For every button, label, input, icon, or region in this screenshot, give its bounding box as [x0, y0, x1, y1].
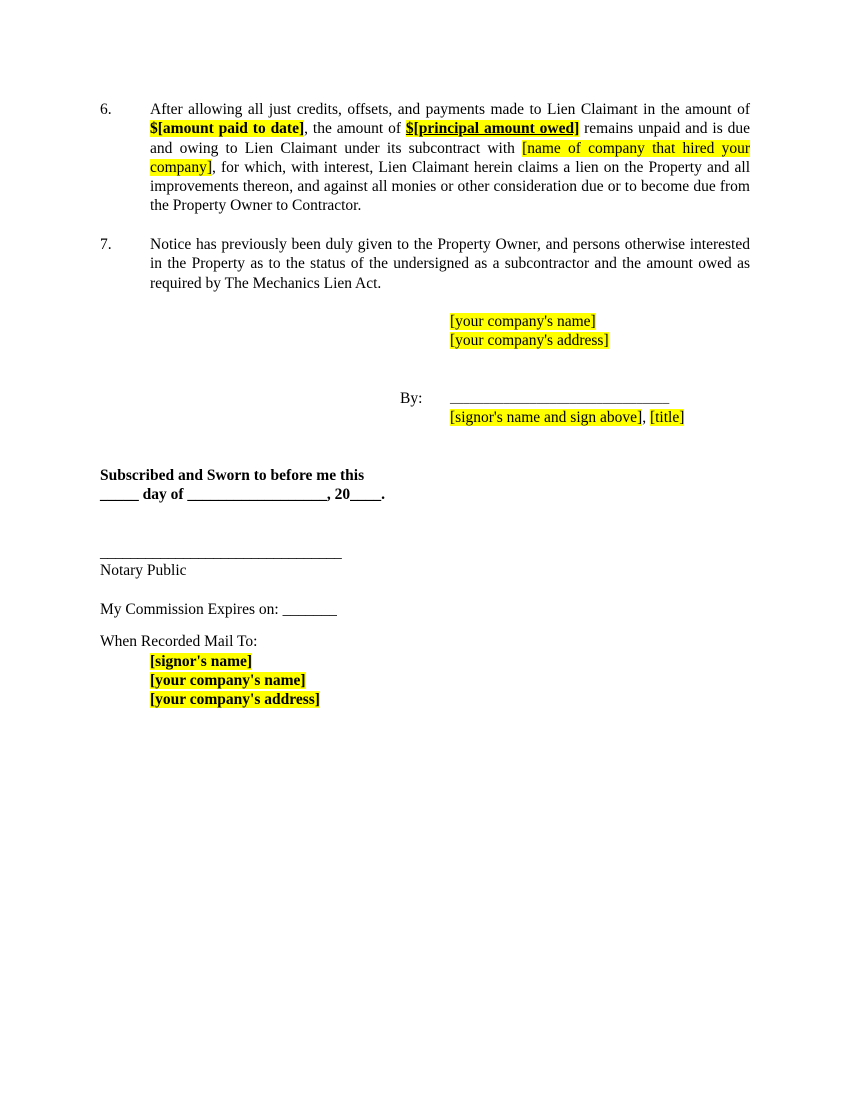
paragraph-text: After allowing all just credits, offsets, and payments made to Lien Claimant in the amount of: [150, 101, 750, 118]
signor-line: [450, 408, 684, 427]
sworn-line-2: _____ day of __________________, 20____.: [100, 486, 386, 503]
amount-paid-field: $[amount paid to date]: [150, 120, 305, 138]
signature-line: _________________________________: [450, 390, 670, 405]
paragraph-body: [150, 100, 750, 216]
mail-signor-name: [150, 652, 252, 671]
paragraph-text: remains unpaid and is due and owing to Lien Claimant under its subcontract with: [150, 120, 750, 157]
mail-to-label: When Recorded Mail To:: [100, 633, 258, 650]
hiring-company-field: [name of company that hired your company]: [150, 139, 750, 176]
notary-public-label: Notary Public: [100, 562, 187, 579]
paragraph-body: Notice has previously been duly given to the Property Owner, and persons otherwise interested in the Property as to the status of the undersigned as a subcontractor and the amount owed as required by The Mechanics Lien Act.: [150, 236, 750, 292]
paragraph-6: [100, 100, 750, 216]
paragraph-text: , the amount of: [304, 120, 406, 138]
signor-name-field: [signor's name and sign above]: [450, 409, 643, 426]
by-label: By:: [400, 390, 423, 407]
principal-amount-field: $[principal amount owed]: [405, 120, 580, 138]
mail-company-address: [150, 690, 320, 709]
paragraph-7: [100, 235, 750, 293]
paragraph-number: 6.: [100, 101, 112, 118]
mail-address-field: [your company's address]: [150, 691, 320, 708]
paragraph-text: , for which, with interest, Lien Claimant herein claims a lien on the Property and all improvements thereon, and against all monies or other consideration due or to become due from the Property Owner to Contractor.: [150, 158, 750, 215]
commission-expires: My Commission Expires on: _______: [100, 601, 337, 618]
signature-company-name: [450, 312, 596, 331]
sworn-line-1: Subscribed and Sworn to before me this: [100, 467, 365, 484]
company-address-field: [your company's address]: [450, 332, 609, 349]
mail-company-field: [your company's name]: [150, 672, 306, 689]
mail-signor-field: [signor's name]: [150, 653, 253, 670]
company-name-field: [your company's name]: [450, 313, 596, 330]
signature-company-address: [450, 331, 609, 350]
mail-company-name: [150, 671, 306, 690]
separator-text: ,: [642, 409, 650, 426]
notary-signature-line: ________________________________: [100, 544, 342, 561]
paragraph-number: 7.: [100, 236, 112, 253]
title-field: [title]: [649, 409, 685, 426]
